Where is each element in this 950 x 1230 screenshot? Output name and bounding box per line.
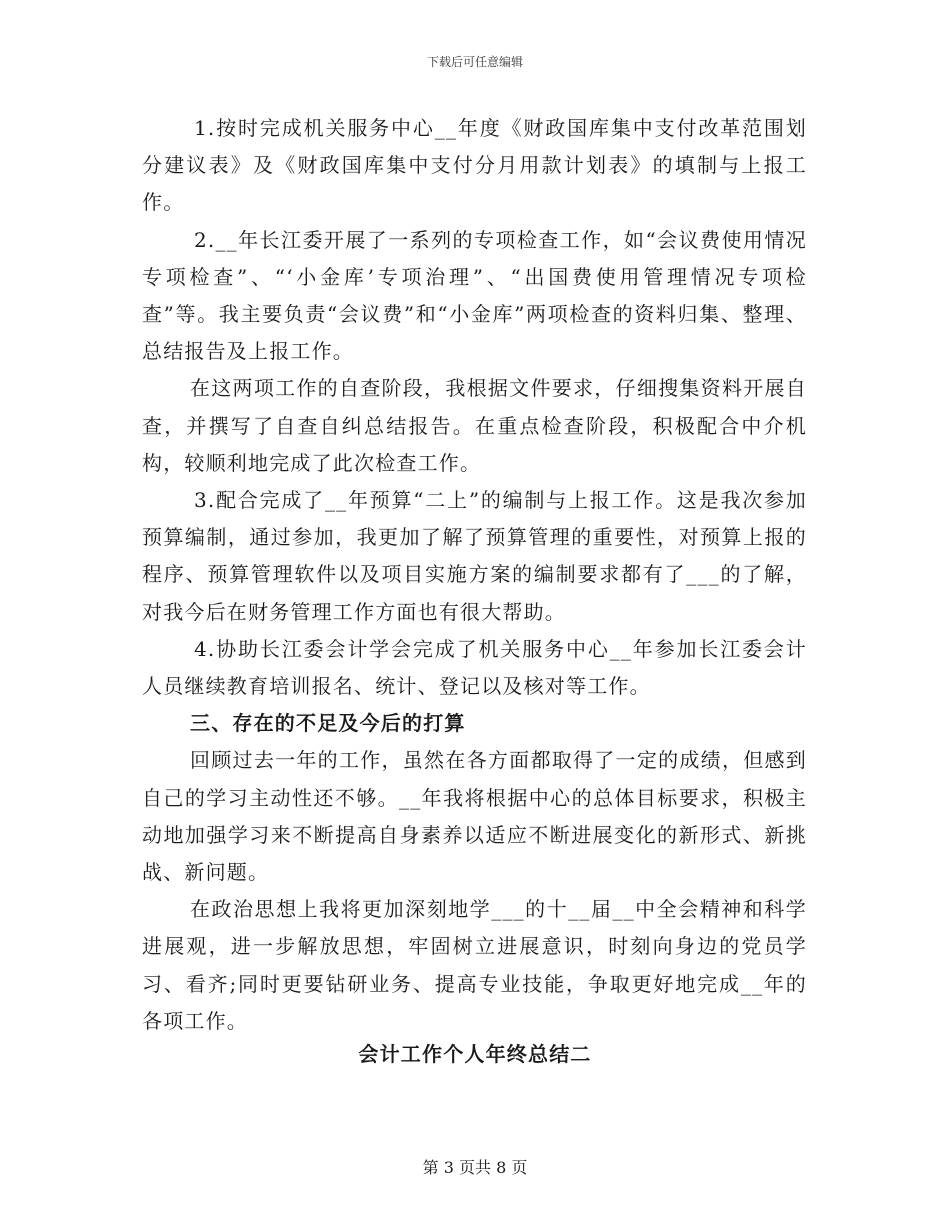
paragraph-3: 在这两项工作的自查阶段，我根据文件要求，仔细搜集资料开展自查，并撰写了自查自纠总结报告。在重点检查阶段，积极配合中介机构，较顺利地完成了此次检查工作。 bbox=[142, 376, 807, 475]
paragraph-6: 回顾过去一年的工作，虽然在各方面都取得了一定的成绩，但感到自己的学习主动性还不够。__年我将根据中心的总体目标要求，积极主动地加强学习来不断提高自身素养以适应不断进展变化的新形式、新挑战、新问题。 bbox=[142, 748, 807, 885]
paragraph-5: 4.协助长江委会计学会完成了机关服务中心__年参加长江委会计人员继续教育培训报名、统计、登记以及核对等工作。 bbox=[142, 636, 807, 699]
paragraph-1: 1.按时完成机关服务中心__年度《财政国库集中支付改革范围划分建议表》及《财政国库集中支付分月用款计划表》的填制与上报工作。 bbox=[142, 116, 807, 215]
header-note: 下载后可任意编辑 bbox=[426, 55, 523, 69]
paragraph-7: 在政治思想上我将更加深刻地学___的十__届__中全会精神和科学进展观，进一步解放思想，牢固树立进展意识，时刻向身边的党员学习、看齐;同时更要钻研业务、提高专业技能，争取更好地完成__年的各项工作。 bbox=[142, 897, 807, 1033]
document-body bbox=[142, 110, 807, 1040]
page-indicator: 第 3 页共 8 页 bbox=[422, 1158, 528, 1177]
paragraph-4: 3.配合完成了__年预算“二上”的编制与上报工作。这是我次参加预算编制，通过参加，我更加了解了预算管理的重要性，对预算上报的程序、预算管理软件以及项目实施方案的编制要求都有了___的了解，对我今后在财务管理工作方面也有很大帮助。 bbox=[142, 488, 807, 624]
section-heading: 三、存在的不足及今后的打算 bbox=[190, 711, 466, 736]
paragraph-2: 2.__年长江委开展了一系列的专项检查工作，如“会议费使用情况专项检查”、“‘小金库’专项治理”、“出国费使用管理情况专项检查”等。我主要负责“会议费”和“小金库”两项检查的资料归集、整理、总结报告及上报工作。 bbox=[142, 227, 807, 364]
section-title: 会计工作个人年终总结二 bbox=[358, 1042, 592, 1066]
